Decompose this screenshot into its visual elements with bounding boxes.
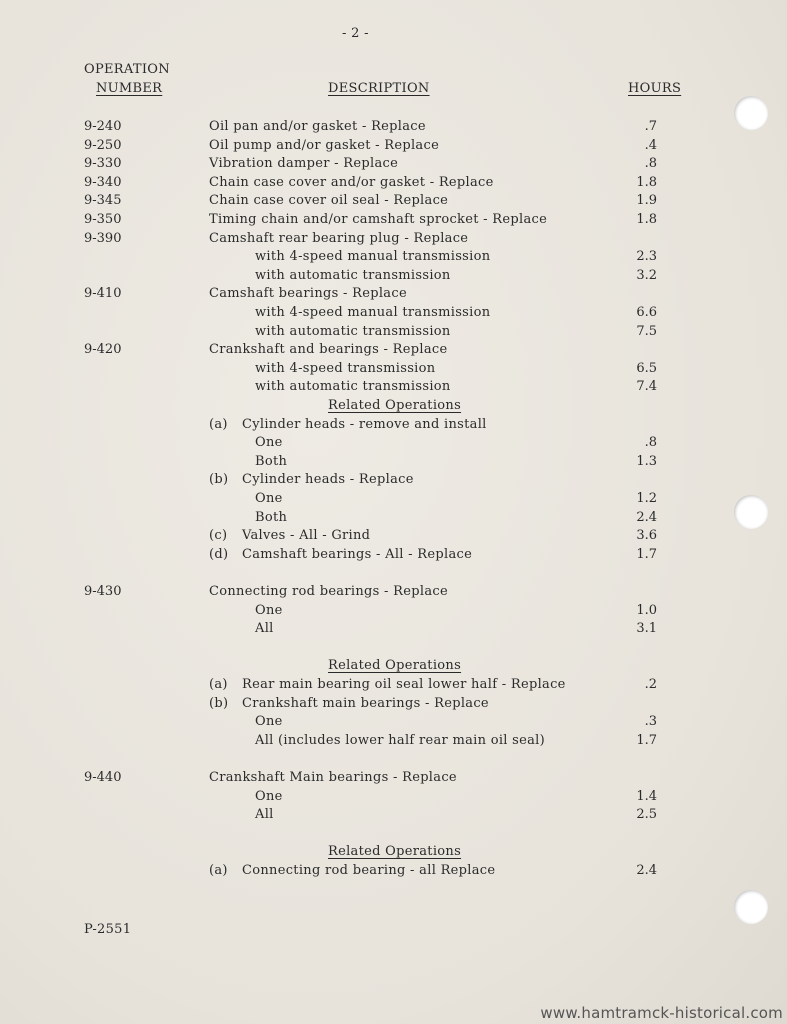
operation-hours: 1.8 bbox=[636, 175, 657, 190]
operation-hours: 1.9 bbox=[636, 193, 657, 208]
binder-hole bbox=[734, 495, 768, 529]
description-header: DESCRIPTION bbox=[328, 81, 430, 96]
operation-number: 9-240 bbox=[84, 119, 122, 134]
operation-number-header-line1: OPERATION bbox=[84, 62, 170, 77]
binder-hole bbox=[734, 96, 768, 130]
operation-description: Crankshaft Main bearings - Replace bbox=[209, 770, 457, 785]
operation-description: Valves - All - Grind bbox=[242, 528, 371, 543]
operation-description: with automatic transmission bbox=[255, 324, 451, 339]
operation-hours: 3.2 bbox=[636, 268, 657, 283]
operation-hours: 2.5 bbox=[636, 807, 657, 822]
related-operation-letter: (a) bbox=[209, 417, 228, 432]
operation-hours: 3.6 bbox=[636, 528, 657, 543]
operation-description: All bbox=[255, 621, 274, 636]
related-operation-letter: (d) bbox=[209, 547, 229, 562]
operation-description: Cylinder heads - Replace bbox=[242, 472, 414, 487]
watermark-text: www.hamtramck-historical.com bbox=[540, 1004, 783, 1022]
operation-number: 9-440 bbox=[84, 770, 122, 785]
operation-hours: 1.7 bbox=[636, 547, 657, 562]
operation-number: 9-340 bbox=[84, 175, 122, 190]
operation-hours: .4 bbox=[644, 138, 657, 153]
operation-number: 9-330 bbox=[84, 156, 122, 171]
operation-description: Timing chain and/or camshaft sprocket - Replace bbox=[209, 212, 548, 227]
operation-description: Both bbox=[255, 454, 288, 469]
related-operations-heading: Related Operations bbox=[328, 844, 462, 859]
operation-description: One bbox=[255, 491, 283, 506]
operation-hours: 6.5 bbox=[636, 361, 657, 376]
operation-description: All bbox=[255, 807, 274, 822]
operation-description: Connecting rod bearing - all Replace bbox=[242, 863, 496, 878]
operation-description: Oil pump and/or gasket - Replace bbox=[209, 138, 440, 153]
operation-hours: 2.4 bbox=[636, 510, 657, 525]
related-operation-letter: (c) bbox=[209, 528, 228, 543]
related-operation-letter: (a) bbox=[209, 863, 228, 878]
operation-number: 9-345 bbox=[84, 193, 122, 208]
operation-number: 9-410 bbox=[84, 286, 122, 301]
operation-description: Crankshaft and bearings - Replace bbox=[209, 342, 448, 357]
operation-number: 9-420 bbox=[84, 342, 122, 357]
related-operations-heading: Related Operations bbox=[328, 398, 462, 413]
operation-description: Connecting rod bearings - Replace bbox=[209, 584, 448, 599]
operation-description: Camshaft bearings - Replace bbox=[209, 286, 407, 301]
operation-hours: .7 bbox=[644, 119, 657, 134]
operation-description: Vibration damper - Replace bbox=[209, 156, 399, 171]
operation-description: Chain case cover oil seal - Replace bbox=[209, 193, 449, 208]
operation-description: One bbox=[255, 435, 283, 450]
operation-hours: 1.2 bbox=[636, 491, 657, 506]
operation-hours: 2.4 bbox=[636, 863, 657, 878]
related-operation-letter: (b) bbox=[209, 696, 229, 711]
related-operation-letter: (b) bbox=[209, 472, 229, 487]
operation-hours: 1.7 bbox=[636, 733, 657, 748]
operation-number: 9-390 bbox=[84, 231, 122, 246]
operation-description: with 4-speed manual transmission bbox=[255, 305, 491, 320]
operation-description: Camshaft bearings - All - Replace bbox=[242, 547, 473, 562]
operation-description: Oil pan and/or gasket - Replace bbox=[209, 119, 426, 134]
binder-hole bbox=[734, 890, 768, 924]
operation-description: with automatic transmission bbox=[255, 379, 451, 394]
operation-hours: 1.4 bbox=[636, 789, 657, 804]
operation-description: Rear main bearing oil seal lower half - Replace bbox=[242, 677, 566, 692]
operation-hours: .2 bbox=[644, 677, 657, 692]
operation-number-header-line2: NUMBER bbox=[96, 81, 163, 96]
operation-description: Crankshaft main bearings - Replace bbox=[242, 696, 489, 711]
operation-description: with 4-speed transmission bbox=[255, 361, 436, 376]
operation-description: One bbox=[255, 789, 283, 804]
operation-hours: 1.8 bbox=[636, 212, 657, 227]
operation-hours: .3 bbox=[644, 714, 657, 729]
related-operations-heading: Related Operations bbox=[328, 658, 462, 673]
operation-description: Both bbox=[255, 510, 288, 525]
operation-hours: .8 bbox=[644, 156, 657, 171]
page-number: - 2 - bbox=[342, 26, 369, 41]
operation-hours: 1.3 bbox=[636, 454, 657, 469]
operation-hours: 3.1 bbox=[636, 621, 657, 636]
operation-description: with 4-speed manual transmission bbox=[255, 249, 491, 264]
operation-hours: 6.6 bbox=[636, 305, 657, 320]
operation-description: Camshaft rear bearing plug - Replace bbox=[209, 231, 469, 246]
operation-number: 9-350 bbox=[84, 212, 122, 227]
footer-code: P-2551 bbox=[84, 922, 132, 937]
operation-hours: 7.5 bbox=[636, 324, 657, 339]
operation-description: One bbox=[255, 603, 283, 618]
operation-hours: 1.0 bbox=[636, 603, 657, 618]
related-operation-letter: (a) bbox=[209, 677, 228, 692]
operation-description: Chain case cover and/or gasket - Replace bbox=[209, 175, 494, 190]
operation-number: 9-430 bbox=[84, 584, 122, 599]
operation-hours: 2.3 bbox=[636, 249, 657, 264]
operation-number: 9-250 bbox=[84, 138, 122, 153]
operation-hours: .8 bbox=[644, 435, 657, 450]
operation-description: All (includes lower half rear main oil seal) bbox=[255, 733, 546, 748]
operation-hours: 7.4 bbox=[636, 379, 657, 394]
operation-description: with automatic transmission bbox=[255, 268, 451, 283]
operation-description: One bbox=[255, 714, 283, 729]
operation-description: Cylinder heads - remove and install bbox=[242, 417, 487, 432]
hours-header: HOURS bbox=[628, 81, 682, 96]
